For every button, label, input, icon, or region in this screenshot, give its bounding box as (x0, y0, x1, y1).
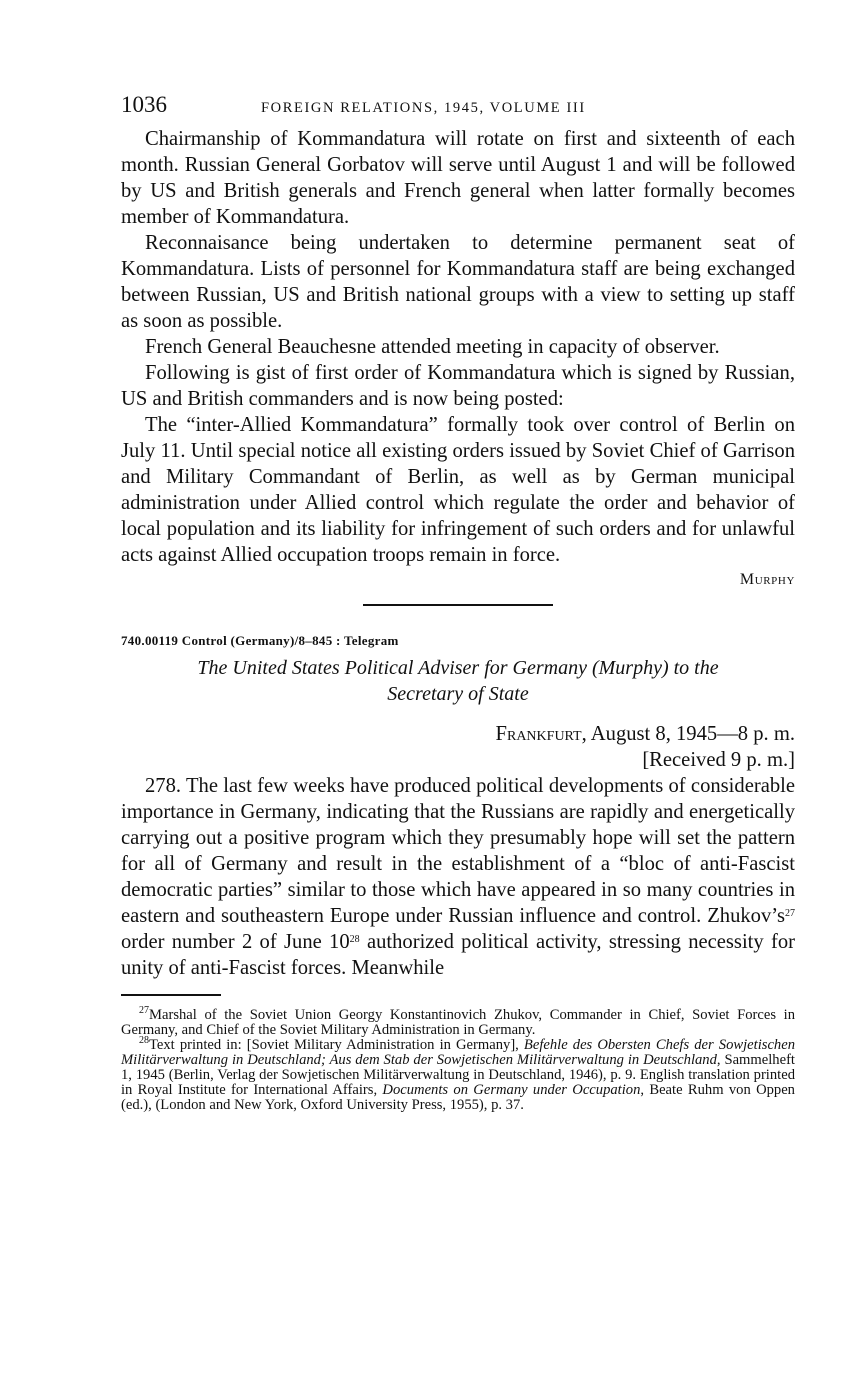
footnote-mark: 27 (139, 1004, 149, 1016)
body-paragraph: Chairmanship of Kommandatura will rotate on first and sixteenth of each month. Russian General Gorbatov will serve until August 1 and will be followed by US and British generals and French general when latter formally becomes member of Kommandatura. (121, 128, 795, 228)
running-header (121, 92, 795, 126)
document-title-line: The United States Political Adviser for Germany (Murphy) to the (197, 657, 719, 679)
document-title-line: Secretary of State (387, 683, 529, 705)
telegram-body (121, 773, 795, 981)
body-paragraph: Reconnaisance being undertaken to determine permanent seat of Kommandatura. Lists of personnel for Kommandatura staff are being exchanged between Russian, US and British national groups with a view to setting up staff as soon as possible. (121, 232, 795, 332)
body-paragraph: French General Beauchesne attended meeting in capacity of observer. (145, 336, 720, 358)
footnote-divider (121, 994, 221, 996)
running-title: FOREIGN RELATIONS, 1945, VOLUME III (261, 100, 586, 116)
signature: Murphy (739, 571, 795, 588)
body-paragraph: The “inter-Allied Kommandatura” formally took over control of Berlin on July 11. Until special notice all existing orders issued by Soviet Chief of Garrison and Military Commandant of Berlin, as well as by German municipal administration under Allied control which regulate the order and behavior of local population and its liability for infringement of such orders and for unlawful acts against Allied occupation troops remain in force. (121, 414, 795, 566)
page (121, 92, 795, 1113)
page-number: 1036 (121, 92, 167, 117)
footnote-ref: 27 (785, 908, 795, 919)
footnotes (121, 1004, 795, 1113)
dateline-city: Frankfurt (495, 723, 582, 745)
dateline-date: , August 8, 1945—8 p. m. (581, 723, 795, 745)
body-paragraph: 278. The last few weeks have produced political developments of considerable importance in Germany, indicating that the Russians are rapidly and energetically carrying out a positive program which they presumably hope will set the pattern for all of Germany and result in the establishment of a “bloc of anti-Fascist democratic parties” similar to those which have appeared in so many countries in eastern and southeastern Europe under Russian influence and control. $Zhukov’s^{27}$ order number 2 of June $10^{28}$ authorized political activity, stressing necessity for unity of anti-Fascist forces. Meanwhile (121, 775, 795, 979)
received-note: [Received 9 p. m.] (642, 749, 795, 771)
file-reference: 740.00119 Control (Germany)/8–845 : Telegram (121, 633, 399, 648)
previous-document-body (121, 126, 795, 568)
dateline (121, 721, 795, 773)
body-paragraph: Following is gist of first order of Kommandatura which is signed by Russian, US and British commanders and is now being posted: (121, 362, 795, 410)
document-title (121, 655, 795, 707)
section-divider (363, 604, 553, 606)
footnote-ref: 28 (349, 934, 360, 945)
footnote-mark: 28 (139, 1034, 149, 1046)
footnote: $^{27}$Marshal of the Soviet Union Georgy Konstantinovich Zhukov, Commander in Chief, Soviet Forces in Germany, and Chief of the Soviet Military Administration in Germany. (121, 1004, 795, 1038)
footnote: $^{28}$Text printed in: [Soviet Military Administration in Germany], Befehle des Obersten Chefs der Sowjetischen Militärverwaltung in Deutschland; Aus dem Stab der Sowjetischen Militärverwaltung in Deutschland, Sammelheft 1, 1945 (Berlin, Verlag der Sowjetischen Militärverwaltung in Deutschland, 1946), p. 9. English translation printed in Royal Institute for International Affairs, Documents on Germany under Occupation, Beate Ruhm von Oppen (ed.), (London and New York, Oxford University Press, 1955), p. 37. (121, 1034, 795, 1113)
